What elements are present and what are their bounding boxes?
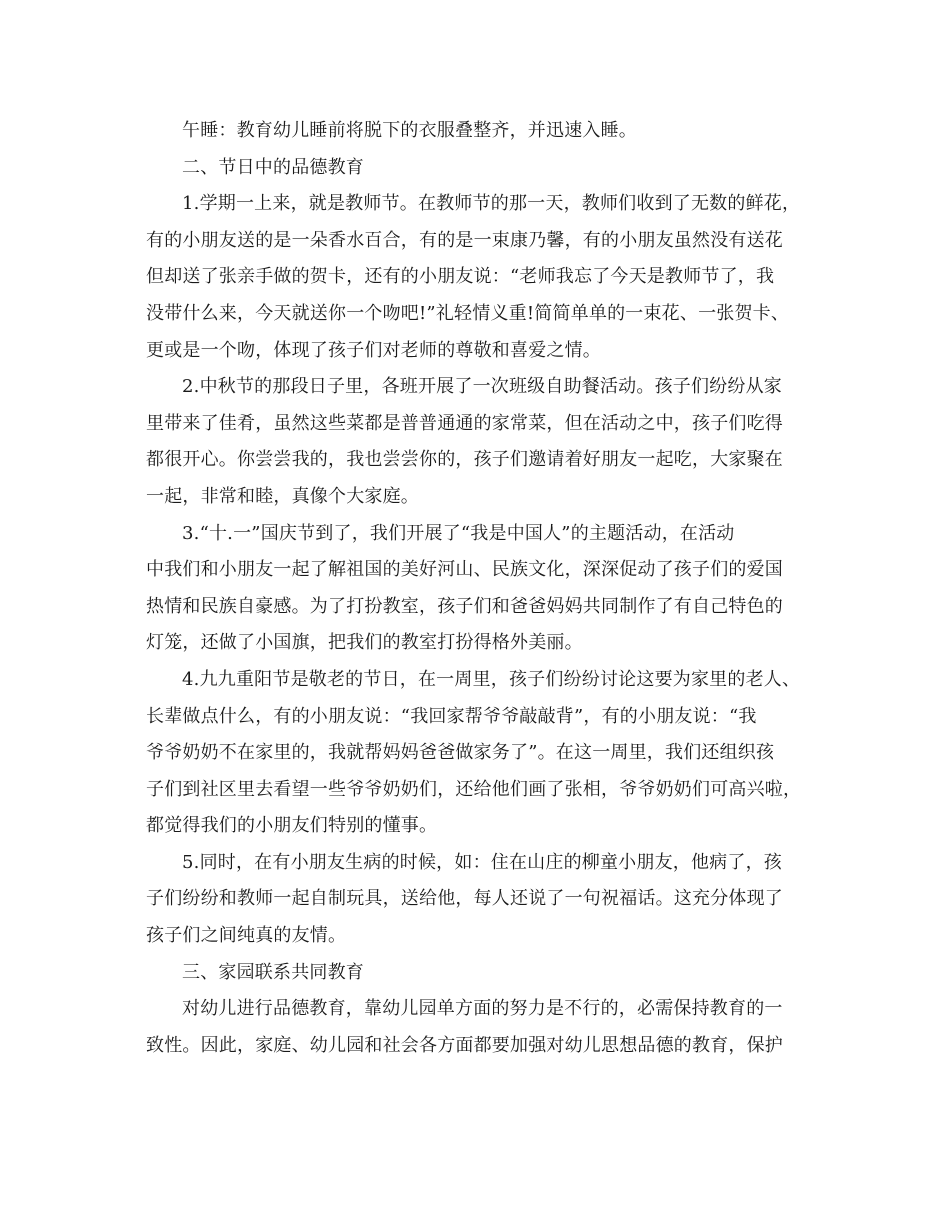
text-line: 更或是一个吻，体现了孩子们对老师的尊敬和喜爱之情。 (146, 339, 601, 361)
text-line: 对幼儿进行品德教育，靠幼儿园单方面的努力是不行的，必需保持教育的一 (182, 998, 783, 1020)
text-line: 3.“十.一”国庆节到了，我们开展了“我是中国人”的主题活动，在活动 (182, 522, 735, 544)
text-line: 4.九九重阳节是敬老的节日，在一周里，孩子们纷纷讨论这要为家里的老人、 (182, 668, 801, 690)
text-line: 里带来了佳肴，虽然这些菜都是普普通通的家常菜，但在活动之中，孩子们吃得 (146, 412, 783, 434)
text-line: 热情和民族自豪感。为了打扮教室，孩子们和爸爸妈妈共同制作了有自己特色的 (146, 595, 783, 617)
text-line: 子们纷纷和教师一起自制玩具，送给他，每人还说了一句祝福话。这充分体现了 (146, 888, 783, 910)
text-line: 一起，非常和睦，真像个大家庭。 (146, 485, 419, 507)
section-heading: 二、节日中的品德教育 (182, 156, 364, 178)
document-body (146, 113, 806, 1064)
text-line: 爷爷奶奶不在家里的，我就帮妈妈爸爸做家务了”。在这一周里，我们还组织孩 (146, 742, 775, 764)
text-line: 都觉得我们的小朋友们特别的懂事。 (146, 815, 438, 837)
text-line: 致性。因此，家庭、幼儿园和社会各方面都要加强对幼儿思想品德的教育，保护 (146, 1034, 783, 1056)
text-line: 都很开心。你尝尝我的，我也尝尝你的，孩子们邀请着好朋友一起吃，大家聚在 (146, 449, 783, 471)
text-line: 1.学期一上来，就是教师节。在教师节的那一天，教师们收到了无数的鲜花， (182, 193, 801, 215)
text-line: 但却送了张亲手做的贺卡，还有的小朋友说：“老师我忘了今天是教师节了，我 (146, 266, 775, 288)
section-heading: 三、家园联系共同教育 (182, 961, 364, 983)
text-line: 没带什么来，今天就送你一个吻吧!”礼轻情义重!简简单单的一束花、一张贺卡、 (146, 302, 790, 324)
text-line: 孩子们之间纯真的友情。 (146, 925, 347, 947)
text-line: 有的小朋友送的是一朵香水百合，有的是一束康乃馨，有的小朋友虽然没有送花 (146, 229, 783, 251)
text-line: 5.同时，在有小朋友生病的时候，如：住在山庄的柳童小朋友，他病了，孩 (182, 851, 782, 873)
text-line: 2.中秋节的那段日子里，各班开展了一次班级自助餐活动。孩子们纷纷从家 (182, 376, 782, 398)
text-line: 长辈做点什么，有的小朋友说：“我回家帮爷爷敲敲背”，有的小朋友说：“我 (146, 705, 757, 727)
text-line: 午睡：教育幼儿睡前将脱下的衣服叠整齐，并迅速入睡。 (182, 120, 637, 141)
text-line: 子们到社区里去看望一些爷爷奶奶们，还给他们画了张相，爷爷奶奶们可高兴啦， (146, 778, 802, 800)
text-line: 灯笼，还做了小国旗，把我们的教室打扮得格外美丽。 (146, 632, 583, 654)
text-line: 中我们和小朋友一起了解祖国的美好河山、民族文化，深深促动了孩子们的爱国 (146, 559, 783, 581)
